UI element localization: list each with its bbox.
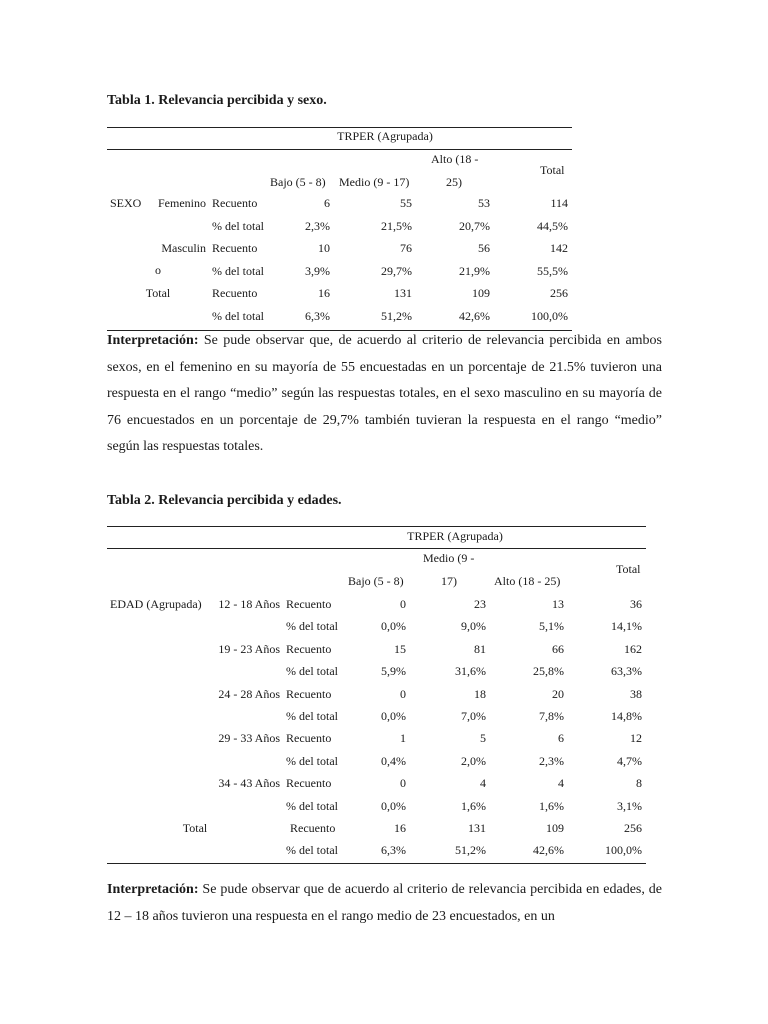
table2-cell-medio: 23 <box>474 597 486 611</box>
interpretation-2 <box>107 877 662 930</box>
table2-cell-bajo: 15 <box>394 642 406 656</box>
table2-cell-bajo: 0,0% <box>381 619 406 633</box>
table2-cell-total: 12 <box>630 731 642 745</box>
table2-cell-bajo: 6,3% <box>381 843 406 857</box>
table1-cell-medio: 21,5% <box>381 219 412 233</box>
table2-bottom-rule <box>107 863 646 864</box>
interpretation-1-text: Se pude observar que, de acuerdo al criterio de relevancia percibida en ambos sexos, en el femenino en su mayoría de 55 encuestadas en un porcentaje de 21.5% tuvieron una respuesta en el rango “medio” según las respuestas totales, en el sexo masculino en su mayoría de 76 encuestados en un porcentaje de 29,7% también tuvieran la respuesta en el rango “medio” según las respuestas totales. <box>107 333 662 454</box>
table1-row-group: Masculin <box>161 241 206 255</box>
table1-row-group: Femenino <box>158 196 206 210</box>
table2-cell-total: 8 <box>636 776 642 790</box>
table1-measure-label: % del total <box>212 219 264 233</box>
table2-cell-total: 38 <box>630 687 642 701</box>
table1-cell-medio: 131 <box>394 286 412 300</box>
table2-measure-label: % del total <box>286 664 338 678</box>
table2-caption: Tabla 2. Relevancia percibida y edades. <box>107 493 342 508</box>
table2-cell-alto: 42,6% <box>533 843 564 857</box>
table1-cell-medio: 29,7% <box>381 264 412 278</box>
table1-measure-label: % del total <box>212 264 264 278</box>
table1-col-medio: Medio (9 - 17) <box>339 175 410 189</box>
table2-measure-label: % del total <box>286 754 338 768</box>
table2-cell-bajo: 0 <box>400 776 406 790</box>
table1-cell-medio: 76 <box>400 241 412 255</box>
table2-cell-alto: 6 <box>558 731 564 745</box>
table1-cell-medio: 51,2% <box>381 309 412 323</box>
table2-cell-medio: 18 <box>474 687 486 701</box>
table2-col-bajo: Bajo (5 - 8) <box>348 574 404 588</box>
table1-caption: Tabla 1. Relevancia percibida y sexo. <box>107 93 327 108</box>
table2-cell-alto: 7,8% <box>539 709 564 723</box>
table2-cell-total: 63,3% <box>611 664 642 678</box>
table2-measure-label: Recuento <box>290 821 336 835</box>
table1-col-alto-line2: 25) <box>446 175 462 189</box>
table2-cell-alto: 109 <box>546 821 564 835</box>
table2-cell-alto: 66 <box>552 642 564 656</box>
table2-cell-medio: 5 <box>480 731 486 745</box>
table2-col-medio-line2: 17) <box>441 574 457 588</box>
table2-cell-alto: 1,6% <box>539 799 564 813</box>
table2-col-total: Total <box>616 562 641 576</box>
table1-cell-alto: 109 <box>472 286 490 300</box>
table1-cell-bajo: 16 <box>318 286 330 300</box>
table2-row-group: 19 - 23 Años <box>218 642 280 656</box>
table1-row-group: Total <box>145 286 171 300</box>
table2-cell-bajo: 0 <box>400 597 406 611</box>
table2-cell-bajo: 0,4% <box>381 754 406 768</box>
table2-cell-alto: 13 <box>552 597 564 611</box>
interpretation-1-label: Interpretación: <box>107 333 199 348</box>
table1-measure-label: % del total <box>212 309 264 323</box>
table1-top-rule <box>107 127 572 128</box>
table2-cell-bajo: 0,0% <box>381 799 406 813</box>
table1-cell-total: 142 <box>550 241 568 255</box>
table1-cell-alto: 42,6% <box>459 309 490 323</box>
table1-cell-bajo: 6 <box>324 196 330 210</box>
table1-cell-bajo: 2,3% <box>305 219 330 233</box>
interpretation-2-label: Interpretación: <box>107 882 199 897</box>
table1-measure-label: Recuento <box>212 286 258 300</box>
table2-top-rule <box>107 526 646 527</box>
table2-row-group: Total <box>182 821 208 835</box>
table1-measure-label: Recuento <box>212 241 258 255</box>
table2-cell-medio: 2,0% <box>461 754 486 768</box>
table1-cell-alto: 20,7% <box>459 219 490 233</box>
table1-cell-total: 100,0% <box>531 309 568 323</box>
table2-measure-label: % del total <box>286 619 338 633</box>
table2-cell-medio: 7,0% <box>461 709 486 723</box>
table2-cell-total: 4,7% <box>617 754 642 768</box>
table2-cell-alto: 4 <box>558 776 564 790</box>
table2-cell-medio: 131 <box>468 821 486 835</box>
table2-col-alto: Alto (18 - 25) <box>494 574 561 588</box>
table1-cell-total: 55,5% <box>537 264 568 278</box>
table2-measure-label: % del total <box>286 709 338 723</box>
table2-cell-bajo: 16 <box>394 821 406 835</box>
table1-cell-alto: 21,9% <box>459 264 490 278</box>
table2-row-group: 34 - 43 Años <box>218 776 280 790</box>
table1-cell-medio: 55 <box>400 196 412 210</box>
table2-cell-medio: 81 <box>474 642 486 656</box>
table2-row-variable: EDAD (Agrupada) <box>110 597 202 611</box>
table2-cell-bajo: 5,9% <box>381 664 406 678</box>
table2-cell-medio: 4 <box>480 776 486 790</box>
table1-col-total: Total <box>540 163 565 177</box>
table1-cell-total: 256 <box>550 286 568 300</box>
table1-header-rule <box>107 149 572 150</box>
table1-col-alto-line1: Alto (18 - <box>431 152 479 166</box>
table1-cell-total: 44,5% <box>537 219 568 233</box>
table2-measure-label: % del total <box>286 843 338 857</box>
table2-measure-label: Recuento <box>286 776 332 790</box>
table2-cell-bajo: 0,0% <box>381 709 406 723</box>
table2-cell-medio: 1,6% <box>461 799 486 813</box>
table2-measure-label: Recuento <box>286 597 332 611</box>
table1-cell-bajo: 3,9% <box>305 264 330 278</box>
table2-cell-total: 256 <box>624 821 642 835</box>
table1-cell-total: 114 <box>550 196 568 210</box>
table1-row-variable: SEXO <box>110 196 142 210</box>
table2-cell-total: 162 <box>624 642 642 656</box>
table2-measure-label: % del total <box>286 799 338 813</box>
table2-measure-label: Recuento <box>286 731 332 745</box>
table1-cell-alto: 56 <box>478 241 490 255</box>
table2-cell-medio: 51,2% <box>455 843 486 857</box>
table2-cell-total: 100,0% <box>605 843 642 857</box>
table1-measure-label: Recuento <box>212 196 258 210</box>
table2-cell-medio: 31,6% <box>455 664 486 678</box>
table2-cell-total: 14,8% <box>611 709 642 723</box>
interpretation-1 <box>107 328 662 461</box>
table2-cell-total: 3,1% <box>617 799 642 813</box>
table2-row-group: 12 - 18 Años <box>218 597 280 611</box>
table2-cell-bajo: 1 <box>400 731 406 745</box>
table2-cell-total: 14,1% <box>611 619 642 633</box>
table2-cell-alto: 2,3% <box>539 754 564 768</box>
table2-row-group: 24 - 28 Años <box>218 687 280 701</box>
table1-group-header: TRPER (Agrupada) <box>337 129 433 143</box>
table1-cell-bajo: 10 <box>318 241 330 255</box>
table2-cell-medio: 9,0% <box>461 619 486 633</box>
table2-measure-label: Recuento <box>286 687 332 701</box>
table2-header-rule <box>107 548 646 549</box>
table1-cell-bajo: 6,3% <box>305 309 330 323</box>
table2-col-medio-line1: Medio (9 - <box>423 551 475 565</box>
table2-measure-label: Recuento <box>286 642 332 656</box>
table1-cell-alto: 53 <box>478 196 490 210</box>
table1-row-group-cont: o <box>155 263 161 277</box>
table2-cell-alto: 20 <box>552 687 564 701</box>
table2-cell-bajo: 0 <box>400 687 406 701</box>
table2-cell-alto: 25,8% <box>533 664 564 678</box>
table2-cell-total: 36 <box>630 597 642 611</box>
table2-row-group: 29 - 33 Años <box>218 731 280 745</box>
table1-col-bajo: Bajo (5 - 8) <box>270 175 326 189</box>
interpretation-2-text: Se pude observar que de acuerdo al criterio de relevancia percibida en edades, de 12 – 18 años tuvieron una respuesta en el rango medio de 23 encuestados, en un <box>107 882 662 924</box>
table2-group-header: TRPER (Agrupada) <box>407 529 503 543</box>
table2-cell-alto: 5,1% <box>539 619 564 633</box>
